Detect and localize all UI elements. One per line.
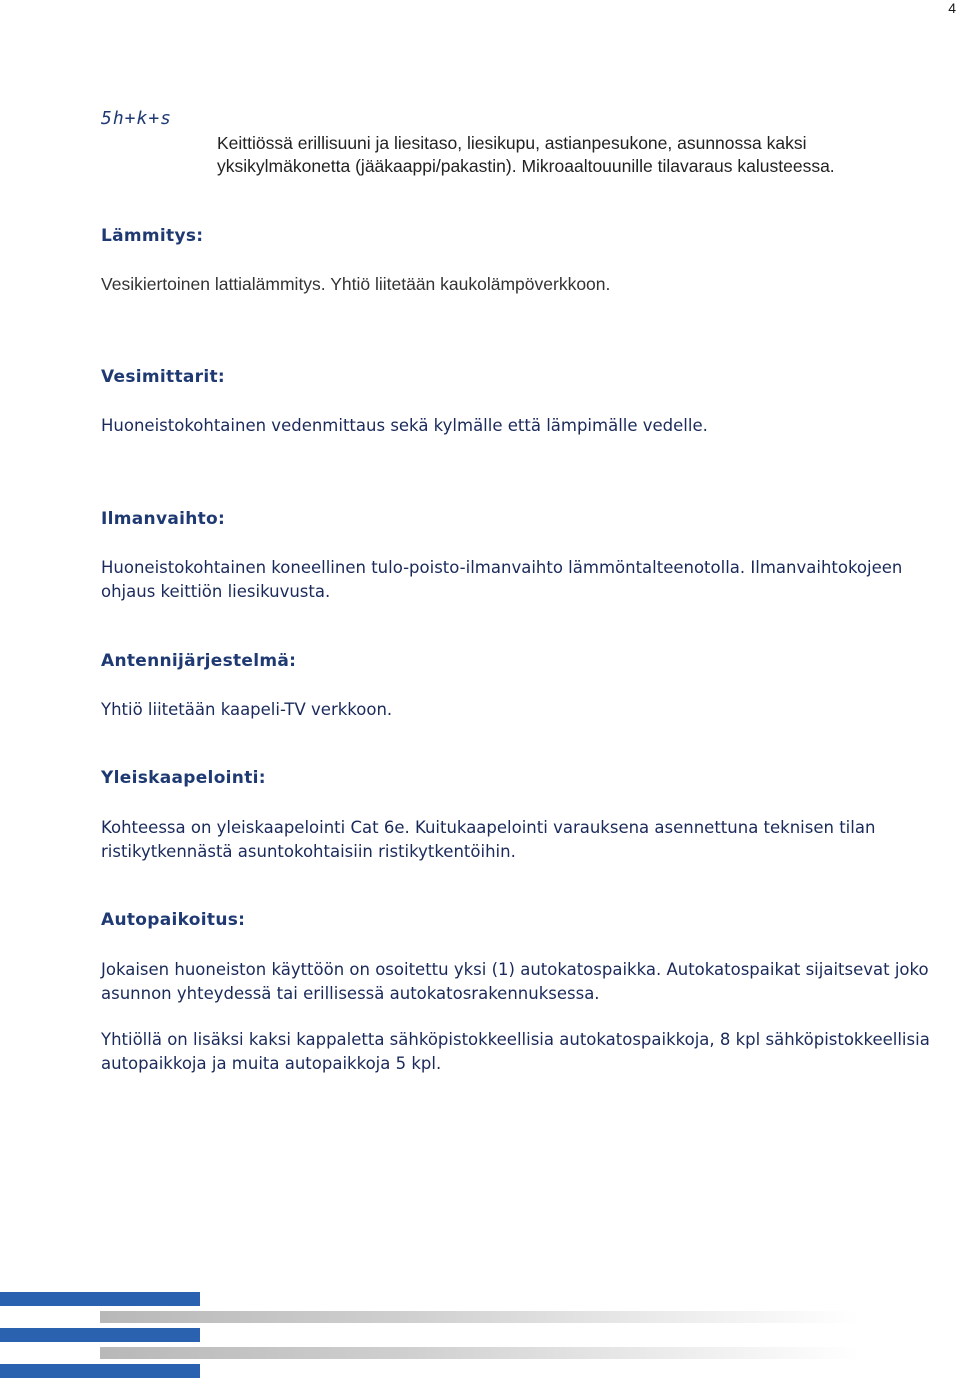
antenna-text: Yhtiö liitetään kaapeli-TV verkkoon. — [101, 700, 393, 719]
parking-text-2: Yhtiöllä on lisäksi kaksi kappaletta sähköpistokkeellisia autokatospaikkoja, 8 kpl sähköpistokkeellisia autopaikkoja ja muita autopaikkoja 5 kpl. — [101, 1030, 930, 1073]
water-meters-text: Huoneistokohtainen vedenmittaus sekä kylmälle että lämpimälle vedelle. — [101, 416, 708, 435]
heating-text: Vesikiertoinen lattialämmitys. Yhtiö liitetään kaukolämpöverkkoon. — [101, 274, 611, 294]
footer-blue-bar-2 — [0, 1328, 200, 1342]
apartment-type: 5h+k+s — [101, 108, 173, 129]
cabling-heading: Yleiskaapelointi: — [101, 768, 266, 788]
footer-grey-bar-2 — [100, 1347, 860, 1359]
ventilation-text: Huoneistokohtainen koneellinen tulo-poisto-ilmanvaihto lämmöntalteenotolla. Ilmanvaihtokojeen ohjaus keittiön liesikuvusta. — [101, 558, 903, 601]
footer-grey-bar-1 — [100, 1311, 860, 1323]
heating-heading: Lämmitys: — [101, 226, 204, 246]
footer-blue-bar-3 — [0, 1364, 200, 1378]
ventilation-heading: Ilmanvaihto: — [101, 509, 226, 529]
parking-heading: Autopaikoitus: — [101, 910, 246, 930]
water-meters-heading: Vesimittarit: — [101, 367, 226, 387]
apartment-description: Keittiössä erillisuuni ja liesitaso, liesikupu, astianpesukone, asunnossa kaksi yksikylmäkonetta (jääkaappi/pakastin). Mikroaaltouunille tilavaraus kalusteessa. — [217, 133, 835, 176]
parking-text-1: Jokaisen huoneiston käyttöön on osoitettu yksi (1) autokatospaikka. Autokatospaikat sijaitsevat joko asunnon yhteydessä tai erillisessä autokatosrakennuksessa. — [101, 960, 929, 1003]
cabling-text: Kohteessa on yleiskaapelointi Cat 6e. Kuitukaapelointi varauksena asennettuna teknisen tilan ristikytkennästä asuntokohtaisiin ristikytkentöihin. — [101, 818, 876, 861]
footer-decoration — [0, 1290, 960, 1380]
page-number: 4 — [948, 0, 956, 16]
footer-blue-bar-1 — [0, 1292, 200, 1306]
antenna-heading: Antennijärjestelmä: — [101, 651, 297, 671]
